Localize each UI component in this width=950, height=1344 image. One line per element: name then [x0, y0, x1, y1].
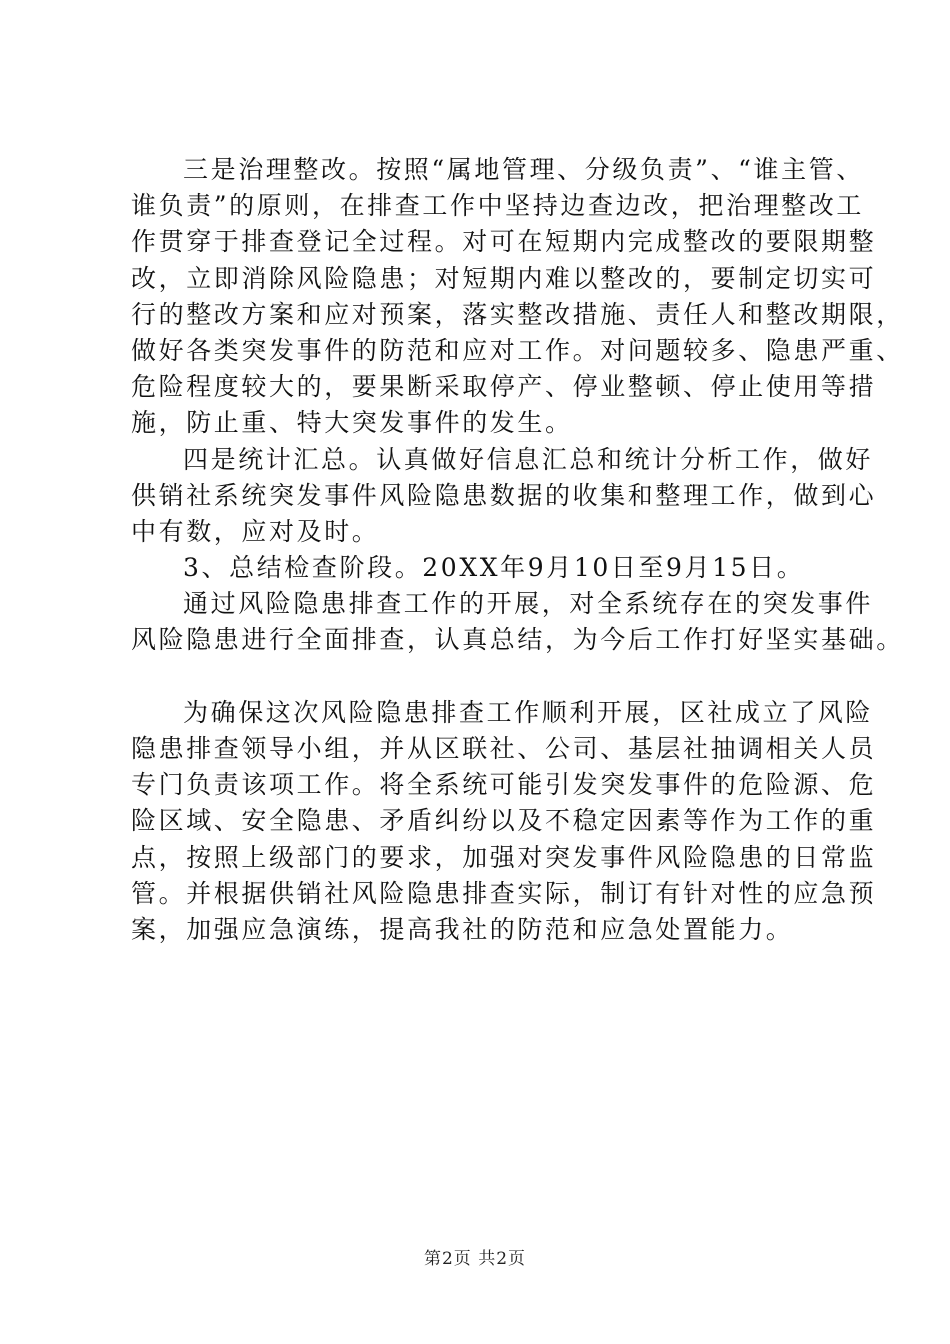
text-line: 中有数，应对及时。 [131, 516, 380, 546]
text-line: 险区域、安全隐患、矛盾纠纷以及不稳定因素等作为工作的重 [131, 806, 877, 836]
text-line: 四是统计汇总。认真做好信息汇总和统计分析工作，做好 [183, 444, 874, 474]
text-line: 谁负责”的原则，在排查工作中坚持边查边改，把治理整改工 [131, 191, 864, 221]
blank-line [131, 659, 851, 695]
text-line: 行的整改方案和应对预案，落实整改措施、责任人和整改期限， [131, 299, 904, 329]
page-footer: 第2页 共2页 [423, 1249, 527, 1269]
text-line: 隐患排查领导小组，并从区联社、公司、基层社抽调相关人员 [131, 734, 877, 763]
text-line: 施，防止重、特大突发事件的发生。 [131, 408, 573, 438]
text-line: 作贯穿于排查登记全过程。对可在短期内完成整改的要限期整 [131, 227, 877, 257]
text-line: 案，加强应急演练，提高我社的防范和应急处置能力。 [131, 914, 794, 944]
text-line: 三是治理整改。按照“属地管理、分级负责”、“谁主管、 [183, 155, 864, 184]
text-line: 为确保这次风险隐患排查工作顺利开展，区社成立了风险 [183, 697, 874, 727]
document-body [131, 152, 904, 948]
text-line: 供销社系统突发事件风险隐患数据的收集和整理工作，做到心 [131, 480, 877, 510]
text-line: 做好各类突发事件的防范和应对工作。对问题较多、隐患严重、 [131, 335, 904, 365]
text-line: 风险隐患进行全面排查，认真总结，为今后工作打好坚实基础。 [131, 625, 904, 655]
text-line: 专门负责该项工作。将全系统可能引发突发事件的危险源、危 [131, 770, 877, 800]
text-line: 3、总结检查阶段。20XX年9月10日至9月15日。 [183, 553, 805, 583]
text-line: 通过风险隐患排查工作的开展，对全系统存在的突发事件 [183, 589, 874, 619]
text-line: 改，立即消除风险隐患；对短期内难以整改的，要制定切实可 [131, 263, 877, 293]
text-line: 管。并根据供销社风险隐患排查实际，制订有针对性的应急预 [131, 878, 877, 908]
text-line: 危险程度较大的，要果断采取停产、停业整顿、停止使用等措 [131, 372, 877, 402]
text-line: 点，按照上级部门的要求，加强对突发事件风险隐患的日常监 [131, 842, 877, 872]
